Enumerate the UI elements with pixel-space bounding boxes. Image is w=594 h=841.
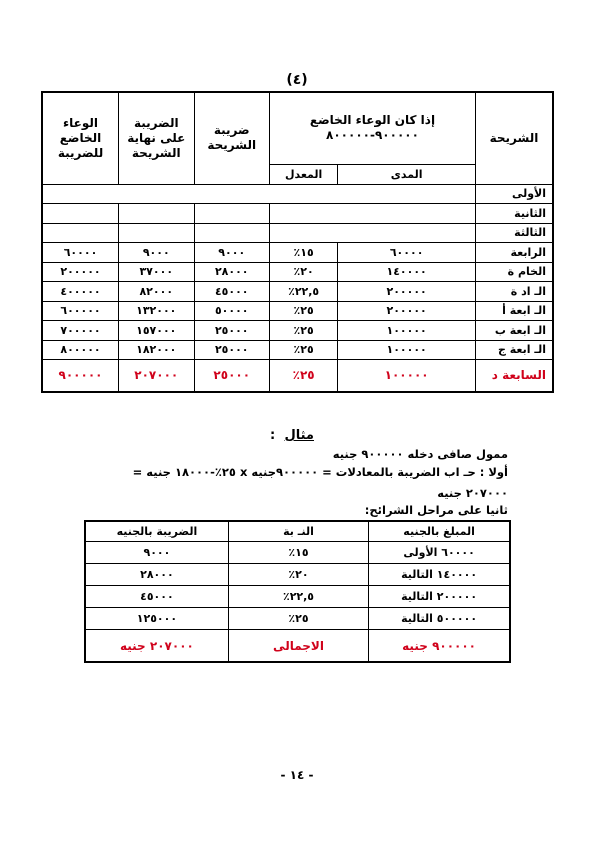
rate-cell: ٢٥٪: [269, 301, 337, 321]
table-row: [42, 243, 553, 263]
rate-cell: ٢٠٪: [228, 564, 368, 586]
base-cell: ٢٠٠٠٠٠: [42, 262, 119, 282]
header-rate: المعدل: [269, 164, 337, 184]
header-amount: المبلغ بالجنيه: [369, 521, 510, 542]
table-row: [42, 262, 553, 282]
range-cell: ١٠٠٠٠٠: [338, 340, 476, 360]
example-line: ٢٠٧٠٠٠ جنيه: [437, 486, 508, 500]
segment-cell: الرابعة: [475, 243, 553, 263]
rate-cell: ٢٥٪: [269, 360, 337, 392]
cumulative-tax-cell: ٢٠٧٠٠٠: [119, 360, 194, 392]
example-line: أولا : حـ اب الضريبة بالمعادلات = ٩٠٠٠٠٠جنيه x ٢٥٪-١٨٠٠٠ جنيه =: [132, 465, 508, 479]
amount-cell: ٦٠٠٠٠ الأولى: [369, 542, 510, 564]
stage-table: [84, 520, 511, 663]
tax-cell: ١٢٥٠٠٠: [85, 608, 228, 630]
table-row: [42, 184, 553, 204]
blank-span: [269, 223, 475, 243]
segment-cell: الثانية: [475, 204, 553, 224]
table-row: [42, 204, 553, 224]
tax-cell: ٤٥٠٠٠: [85, 586, 228, 608]
segment-cell: الثالثة: [475, 223, 553, 243]
total-amount-cell: ٩٠٠٠٠٠ جنيه: [369, 630, 510, 663]
range-cell: ٢٠٠٠٠٠: [338, 282, 476, 302]
table-row-final: [42, 360, 553, 392]
example-line: ممول صافى دخله ٩٠٠٠٠٠ جنيه: [332, 447, 508, 461]
cumulative-tax-cell: ٩٠٠٠: [119, 243, 194, 263]
segment-cell: الأولى: [475, 184, 553, 204]
amount-cell: ٢٠٠٠٠٠ التالية: [369, 586, 510, 608]
header-segment: الشريحة: [475, 92, 553, 184]
empty-cell: [194, 204, 269, 224]
total-tax-cell: ٢٠٧٠٠٠ جنيه: [85, 630, 228, 663]
table-row: [42, 301, 553, 321]
blank-span: [269, 204, 475, 224]
empty-cell: [194, 223, 269, 243]
example-line: ثانيا على مراحل الشرائح:: [364, 503, 508, 517]
cumulative-tax-cell: ٣٧٠٠٠: [119, 262, 194, 282]
segment-tax-cell: ٤٥٠٠٠: [194, 282, 269, 302]
segment-tax-cell: ٢٨٠٠٠: [194, 262, 269, 282]
base-cell: ٤٠٠٠٠٠: [42, 282, 119, 302]
example-colon: :: [270, 428, 276, 443]
segment-cell: الـ اد ة: [475, 282, 553, 302]
base-cell: ٦٠٠٠٠: [42, 243, 119, 263]
tax-brackets-table: [41, 91, 554, 393]
cumulative-tax-cell: ١٣٢٠٠٠: [119, 301, 194, 321]
table-row-total: [85, 630, 510, 663]
base-cell: ٦٠٠٠٠٠: [42, 301, 119, 321]
amount-cell: ٥٠٠٠٠٠ التالية: [369, 608, 510, 630]
table-row: [42, 321, 553, 341]
base-cell: ٩٠٠٠٠٠: [42, 360, 119, 392]
rate-cell: ٢٥٪: [269, 321, 337, 341]
header-segment-tax: ضريبة الشريحة: [194, 92, 269, 184]
tax-cell: ٩٠٠٠: [85, 542, 228, 564]
table-row: [85, 542, 510, 564]
header-taxable-condition: إذا كان الوعاء الخاضع ٩٠٠٠٠٠-٨٠٠٠٠٠: [269, 92, 475, 164]
table-row: [85, 608, 510, 630]
rate-cell: ٢٢,٥٪: [269, 282, 337, 302]
header-rate: النـ بة: [228, 521, 368, 542]
segment-tax-cell: ٢٥٠٠٠: [194, 321, 269, 341]
table-row: [85, 564, 510, 586]
empty-cell: [42, 204, 119, 224]
segment-cell: السابعة د: [475, 360, 553, 392]
rate-cell: ٢٥٪: [269, 340, 337, 360]
blank-span: [42, 184, 475, 204]
base-cell: ٧٠٠٠٠٠: [42, 321, 119, 341]
table-row: [42, 340, 553, 360]
header-range: المدى: [338, 164, 476, 184]
table-row: [42, 223, 553, 243]
header-tax: الضريبة بالجنيه: [85, 521, 228, 542]
header-cumulative-tax: الضريبة على نهاية الشريحة: [119, 92, 194, 184]
rate-cell: ١٥٪: [269, 243, 337, 263]
segment-cell: الخام ة: [475, 262, 553, 282]
range-cell: ٦٠٠٠٠: [338, 243, 476, 263]
amount-cell: ١٤٠٠٠٠ التالية: [369, 564, 510, 586]
rate-cell: ٢٥٪: [228, 608, 368, 630]
segment-cell: الـ ابعة ج: [475, 340, 553, 360]
header-taxable-base: الوعاء الخاضع للضريبة: [42, 92, 119, 184]
tax-cell: ٢٨٠٠٠: [85, 564, 228, 586]
rate-cell: ٢٢,٥٪: [228, 586, 368, 608]
empty-cell: [42, 223, 119, 243]
rate-cell: ٢٠٪: [269, 262, 337, 282]
cumulative-tax-cell: ١٥٧٠٠٠: [119, 321, 194, 341]
segment-tax-cell: ٢٥٠٠٠: [194, 360, 269, 392]
segment-cell: الـ ابعة ب: [475, 321, 553, 341]
total-label-cell: الاجمالى: [228, 630, 368, 663]
rate-cell: ١٥٪: [228, 542, 368, 564]
range-cell: ١٤٠٠٠٠: [338, 262, 476, 282]
base-cell: ٨٠٠٠٠٠: [42, 340, 119, 360]
table-header-row: [42, 92, 553, 164]
segment-tax-cell: ٩٠٠٠: [194, 243, 269, 263]
cumulative-tax-cell: ٨٢٠٠٠: [119, 282, 194, 302]
segment-tax-cell: ٥٠٠٠٠: [194, 301, 269, 321]
table-row: [42, 282, 553, 302]
range-cell: ١٠٠٠٠٠: [338, 321, 476, 341]
page-marker: (٤): [286, 72, 308, 88]
table-header-row: [85, 521, 510, 542]
cumulative-tax-cell: ١٨٢٠٠٠: [119, 340, 194, 360]
example-title: مثال: [284, 428, 314, 443]
range-cell: ٢٠٠٠٠٠: [338, 301, 476, 321]
range-cell: ١٠٠٠٠٠: [338, 360, 476, 392]
segment-tax-cell: ٢٥٠٠٠: [194, 340, 269, 360]
page-number: - ١٤ -: [280, 768, 314, 782]
table-row: [85, 586, 510, 608]
empty-cell: [119, 204, 194, 224]
segment-cell: الـ ابعة أ: [475, 301, 553, 321]
empty-cell: [119, 223, 194, 243]
